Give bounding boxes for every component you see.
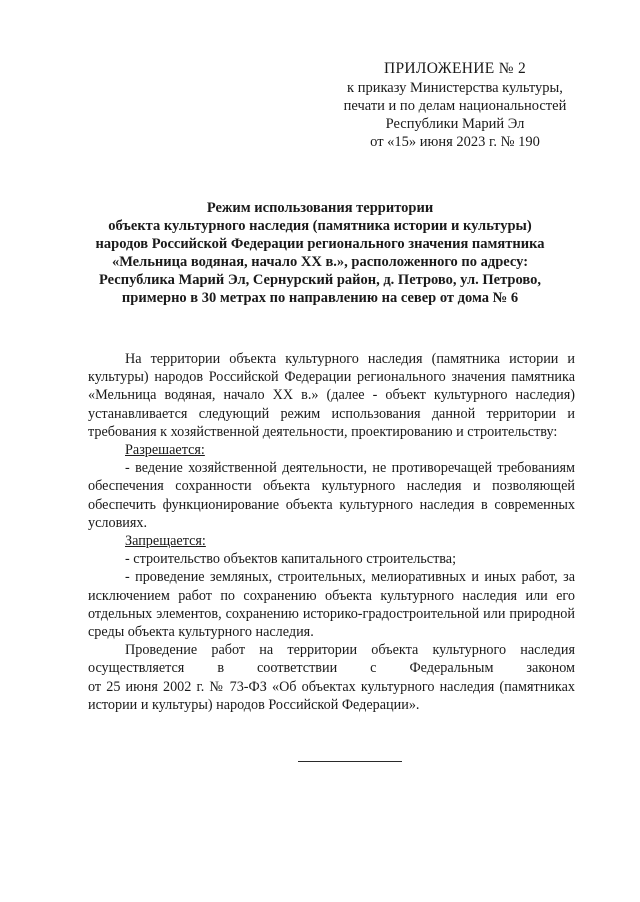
appendix-line: от «15» июня 2023 г. № 190 [370,134,540,150]
forbidden-item-2: - проведение земляных, строительных, мелиоративных и иных работ, за исключением работ по сохранению объекта культурного наследия или его отдельных элементов, сохранению историко-градостроительной или природной среды объекта культурного наследия. [88,569,575,641]
title-line: народов Российской Федерации регионального значения памятника [95,236,545,252]
closing-line-2: осуществляется в соответствии с Федеральным законом [88,660,575,677]
forbidden-item-1: - строительство объектов капитального строительства; [125,551,457,568]
allowed-item: - ведение хозяйственной деятельности, не противоречащей требованиям обеспечения сохранности объекта культурного наследия и позволяющей обеспечить функционирование объекта культурного наследия в современных условиях. [88,460,575,531]
title-line: «Мельница водяная, начало XX в.», расположенного по адресу: [111,254,529,270]
title-line: Режим использования территории [206,200,434,216]
appendix-line: Республики Марий Эл [385,116,525,132]
appendix-title: ПРИЛОЖЕНИЕ № 2 [383,60,527,77]
appendix-line: к приказу Министерства культуры, [347,80,563,96]
title-line: примерно в 30 метрах по направлению на север от дома № 6 [121,290,519,306]
closing-line-1: Проведение работ на территории объекта культурного наследия [125,642,575,659]
allowed-heading: Разрешается: [125,442,205,459]
document-body [88,350,575,714]
title-line: объекта культурного наследия (памятника истории и культуры) [108,218,532,234]
title-line: Республика Марий Эл, Сернурский район, д. Петрово, ул. Петрово, [99,272,541,288]
intro-paragraph: На территории объекта культурного наследия (памятника истории и культуры) народов Российской Федерации регионального значения памятника «Мельница водяная, начало XX в.» (далее - объект культурного наследия) устанавливается следующий режим использования данной территории и требования к хозяйственной деятельности, проектированию и строительству: [88,351,575,440]
closing-rule [298,761,402,762]
document-title [70,199,570,307]
forbidden-heading: Запрещается: [125,533,206,550]
appendix-line: печати и по делам национальностей [343,98,567,114]
appendix-header [310,60,600,151]
closing-rest: от 25 июня 2002 г. № 73-ФЗ «Об объектах культурного наследия (памятниках истории и культуры) народов Российской Федерации». [88,678,575,713]
